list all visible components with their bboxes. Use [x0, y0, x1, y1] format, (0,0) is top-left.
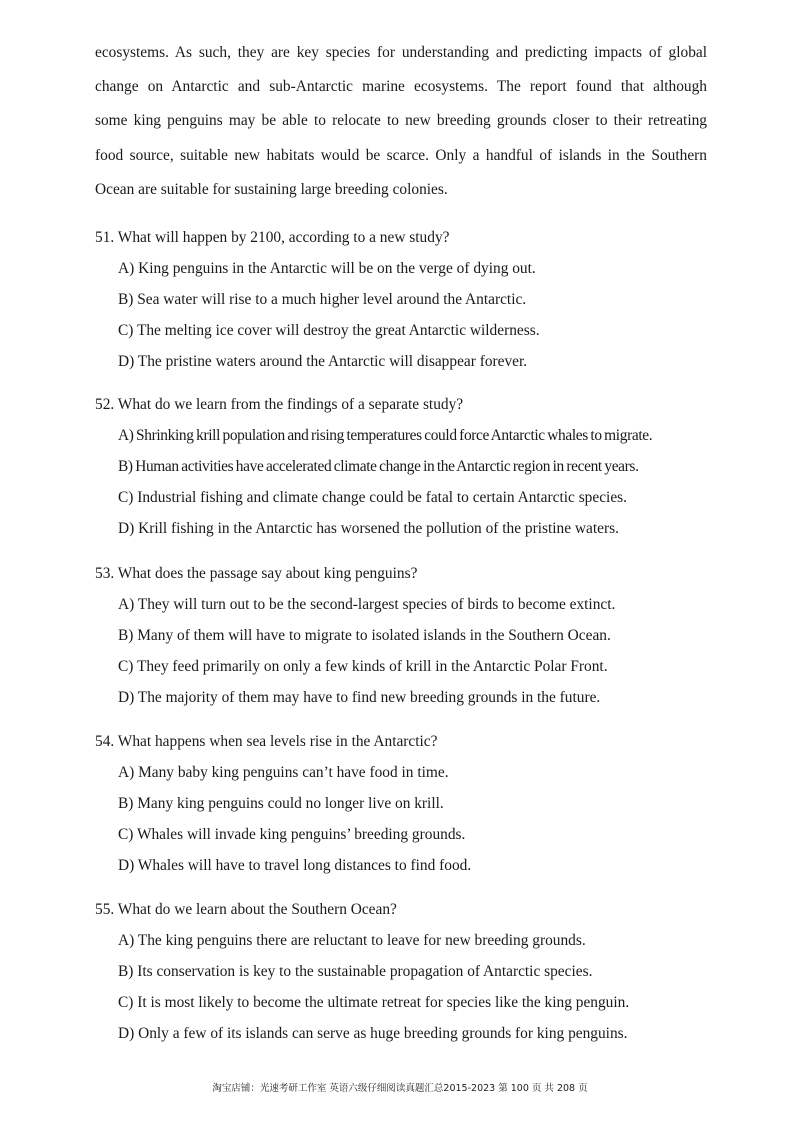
option-c: C) The melting ice cover will destroy the great Antarctic wilderness.	[118, 322, 540, 339]
passage-line: some king penguins may be able to relocate to new breeding grounds closer to their retreating	[95, 112, 707, 130]
option-d: D) Whales will have to travel long distances to find food.	[118, 857, 472, 874]
option-a: A) King penguins in the Antarctic will be on the verge of dying out.	[118, 260, 536, 277]
question-54	[95, 726, 715, 881]
option-a: A) Many baby king penguins can’t have food in time.	[118, 764, 449, 781]
option-c: C) It is most likely to become the ultimate retreat for species like the king penguin.	[118, 994, 630, 1011]
option-d: D) The majority of them may have to find new breeding grounds in the future.	[118, 689, 601, 706]
question-stem: 54. What happens when sea levels rise in the Antarctic?	[95, 733, 438, 750]
page-footer: 淘宝店铺：光速考研工作室 英语六级仔细阅读真题汇总2015-2023 第 100 页 共 208 页	[212, 1083, 588, 1094]
question-stem: 51. What will happen by 2100, according to a new study?	[95, 229, 450, 246]
option-b: B) Sea water will rise to a much higher level around the Antarctic.	[118, 291, 527, 308]
passage-line: food source, suitable new habitats would be scarce. Only a handful of islands in the Southern	[95, 146, 707, 164]
option-a: A) They will turn out to be the second-largest species of birds to become extinct.	[118, 596, 616, 613]
option-b: B) Many of them will have to migrate to isolated islands in the Southern Ocean.	[118, 627, 611, 644]
question-55	[95, 894, 715, 1049]
option-d: D) The pristine waters around the Antarctic will disappear forever.	[118, 353, 528, 370]
question-stem: 55. What do we learn about the Southern Ocean?	[95, 901, 397, 918]
question-52	[95, 389, 715, 544]
option-c: C) Whales will invade king penguins’ breeding grounds.	[118, 826, 466, 843]
question-53	[95, 558, 715, 713]
option-b: B) Many king penguins could no longer live on krill.	[118, 795, 444, 812]
option-c: C) They feed primarily on only a few kinds of krill in the Antarctic Polar Front.	[118, 658, 608, 675]
option-c: C) Industrial fishing and climate change could be fatal to certain Antarctic species.	[118, 489, 627, 506]
question-51	[95, 222, 715, 377]
option-b: B) Human activities have accelerated climate change in the Antarctic region in recent years.	[118, 458, 639, 475]
passage-line: Ocean are suitable for sustaining large breeding colonies.	[95, 180, 448, 198]
option-d: D) Krill fishing in the Antarctic has worsened the pollution of the pristine waters.	[118, 520, 619, 537]
question-stem: 53. What does the passage say about king penguins?	[95, 565, 418, 582]
option-a: A) Shrinking krill population and rising temperatures could force Antarctic whales to migrate.	[118, 427, 653, 444]
option-a: A) The king penguins there are reluctant to leave for new breeding grounds.	[118, 932, 586, 949]
passage-paragraph	[95, 36, 707, 207]
passage-line: change on Antarctic and sub-Antarctic marine ecosystems. The report found that although	[95, 78, 707, 96]
passage-line: ecosystems. As such, they are key species for understanding and predicting impacts of global	[95, 44, 707, 61]
option-d: D) Only a few of its islands can serve as huge breeding grounds for king penguins.	[118, 1025, 628, 1042]
option-b: B) Its conservation is key to the sustainable propagation of Antarctic species.	[118, 963, 593, 980]
question-stem: 52. What do we learn from the findings of a separate study?	[95, 396, 464, 413]
